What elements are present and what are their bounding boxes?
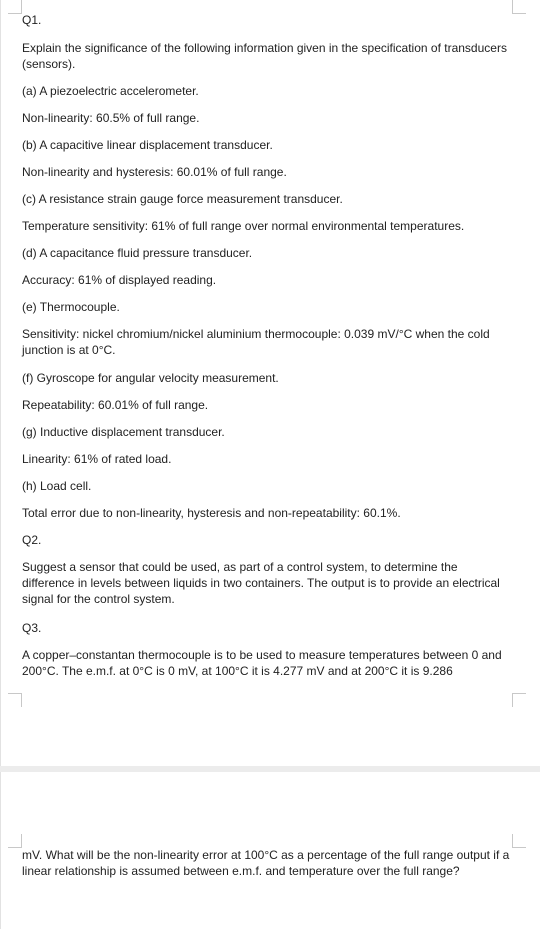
item-h-label: (h) Load cell.: [22, 479, 92, 493]
document-page-2: [0, 772, 540, 929]
q2-heading: Q2.: [22, 533, 42, 547]
item-h-spec: Total error due to non-linearity, hysteresis and non-repeatability: 60.1%.: [22, 506, 401, 520]
crop-mark-top-left: [8, 0, 22, 14]
q1-intro: Explain the significance of the following information given in the specification of transducers (sensors).: [22, 41, 507, 71]
item-f-label: (f) Gyroscope for angular velocity measurement.: [22, 371, 279, 385]
item-d-label: (d) A capacitance fluid pressure transducer.: [22, 246, 253, 260]
q3-text-part1: A copper–constantan thermocouple is to be used to measure temperatures between 0 and 200°C. The e.m.f. at 0°C is 0 mV, at 100°C it is 4.277 mV and at 200°C it is 9.286: [22, 648, 502, 678]
q3-heading: Q3.: [22, 621, 42, 635]
page-left-edge: [0, 0, 1, 766]
item-e-label: (e) Thermocouple.: [22, 300, 120, 314]
q1-heading: Q1.: [22, 13, 42, 27]
item-e-spec: Sensitivity: nickel chromium/nickel aluminium thermocouple: 0.039 mV/°C when the cold junction is at 0°C.: [22, 327, 490, 357]
crop-mark-bottom-right: [512, 693, 526, 707]
crop-mark-top-left: [8, 834, 22, 848]
crop-mark-top-right: [512, 0, 526, 14]
item-d-spec: Accuracy: 61% of displayed reading.: [22, 273, 217, 287]
item-f-spec: Repeatability: 60.01% of full range.: [22, 398, 209, 412]
item-g-spec: Linearity: 61% of rated load.: [22, 452, 172, 466]
item-c-label: (c) A resistance strain gauge force measurement transducer.: [22, 192, 343, 206]
item-b-spec: Non-linearity and hysteresis: 60.01% of full range.: [22, 165, 287, 179]
q2-text: Suggest a sensor that could be used, as part of a control system, to determine the difference in levels between liquids in two containers. The output is to provide an electrical signal for the control system.: [22, 560, 500, 606]
item-a-spec: Non-linearity: 60.5% of full range.: [22, 111, 200, 125]
item-c-spec: Temperature sensitivity: 61% of full range over normal environmental temperatures.: [22, 219, 465, 233]
crop-mark-bottom-left: [8, 693, 22, 707]
item-g-label: (g) Inductive displacement transducer.: [22, 425, 225, 439]
item-b-label: (b) A capacitive linear displacement transducer.: [22, 138, 273, 152]
crop-mark-top-right: [512, 834, 526, 848]
q3-text-part2: mV. What will be the non-linearity error at 100°C as a percentage of the full range output if a linear relationship is assumed between e.m.f. and temperature over the full range?: [22, 848, 510, 878]
item-a-label: (a) A piezoelectric accelerometer.: [22, 84, 199, 98]
page-left-edge: [0, 772, 1, 929]
